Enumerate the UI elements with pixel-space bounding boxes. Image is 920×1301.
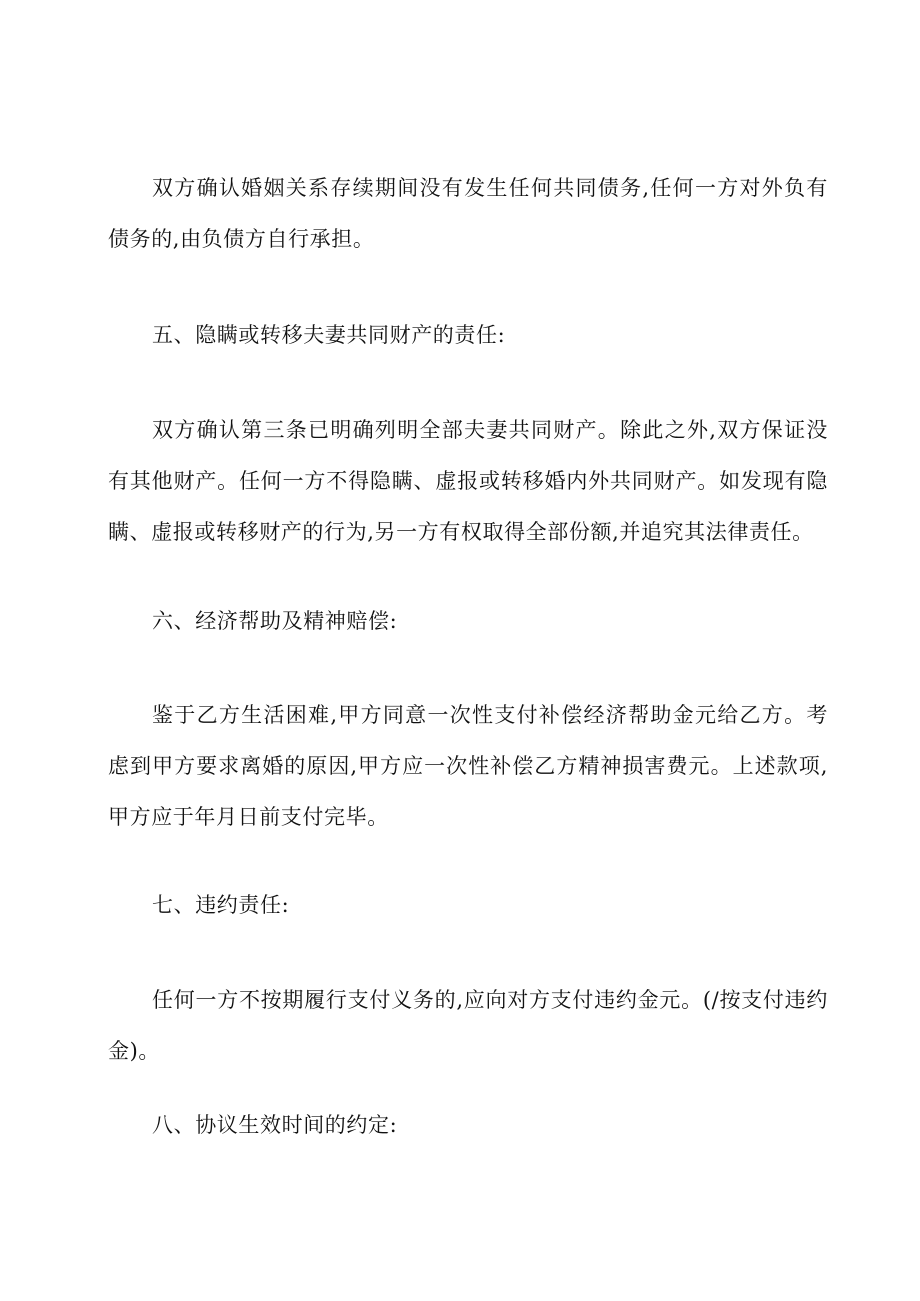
paragraph-concealment: 双方确认第三条已明确列明全部夫妻共同财产。除此之外,双方保证没有其他财产。任何一方不得隐瞒、虚报或转移婚内外共同财产。如发现有隐瞒、虚报或转移财产的行为,另一方有权取得全部份额,并追究其法律责任。	[108, 418, 828, 544]
paragraph-debt: 双方确认婚姻关系存续期间没有发生任何共同债务,任何一方对外负有债务的,由负债方自行承担。	[108, 176, 828, 251]
paragraph-compensation: 鉴于乙方生活困难,甲方同意一次性支付补偿经济帮助金元给乙方。考虑到甲方要求离婚的原因,甲方应一次性补偿乙方精神损害费元。上述款项,甲方应于年月日前支付完毕。	[108, 703, 828, 829]
section-heading-8: 八、协议生效时间的约定:	[152, 1113, 398, 1137]
paragraph-breach: 任何一方不按期履行支付义务的,应向对方支付违约金元。(/按支付违约金)。	[108, 988, 828, 1063]
section-heading-7: 七、违约责任:	[152, 893, 290, 917]
section-heading-6: 六、经济帮助及精神赔偿:	[152, 609, 398, 633]
section-heading-5: 五、隐瞒或转移夫妻共同财产的责任:	[152, 323, 506, 347]
